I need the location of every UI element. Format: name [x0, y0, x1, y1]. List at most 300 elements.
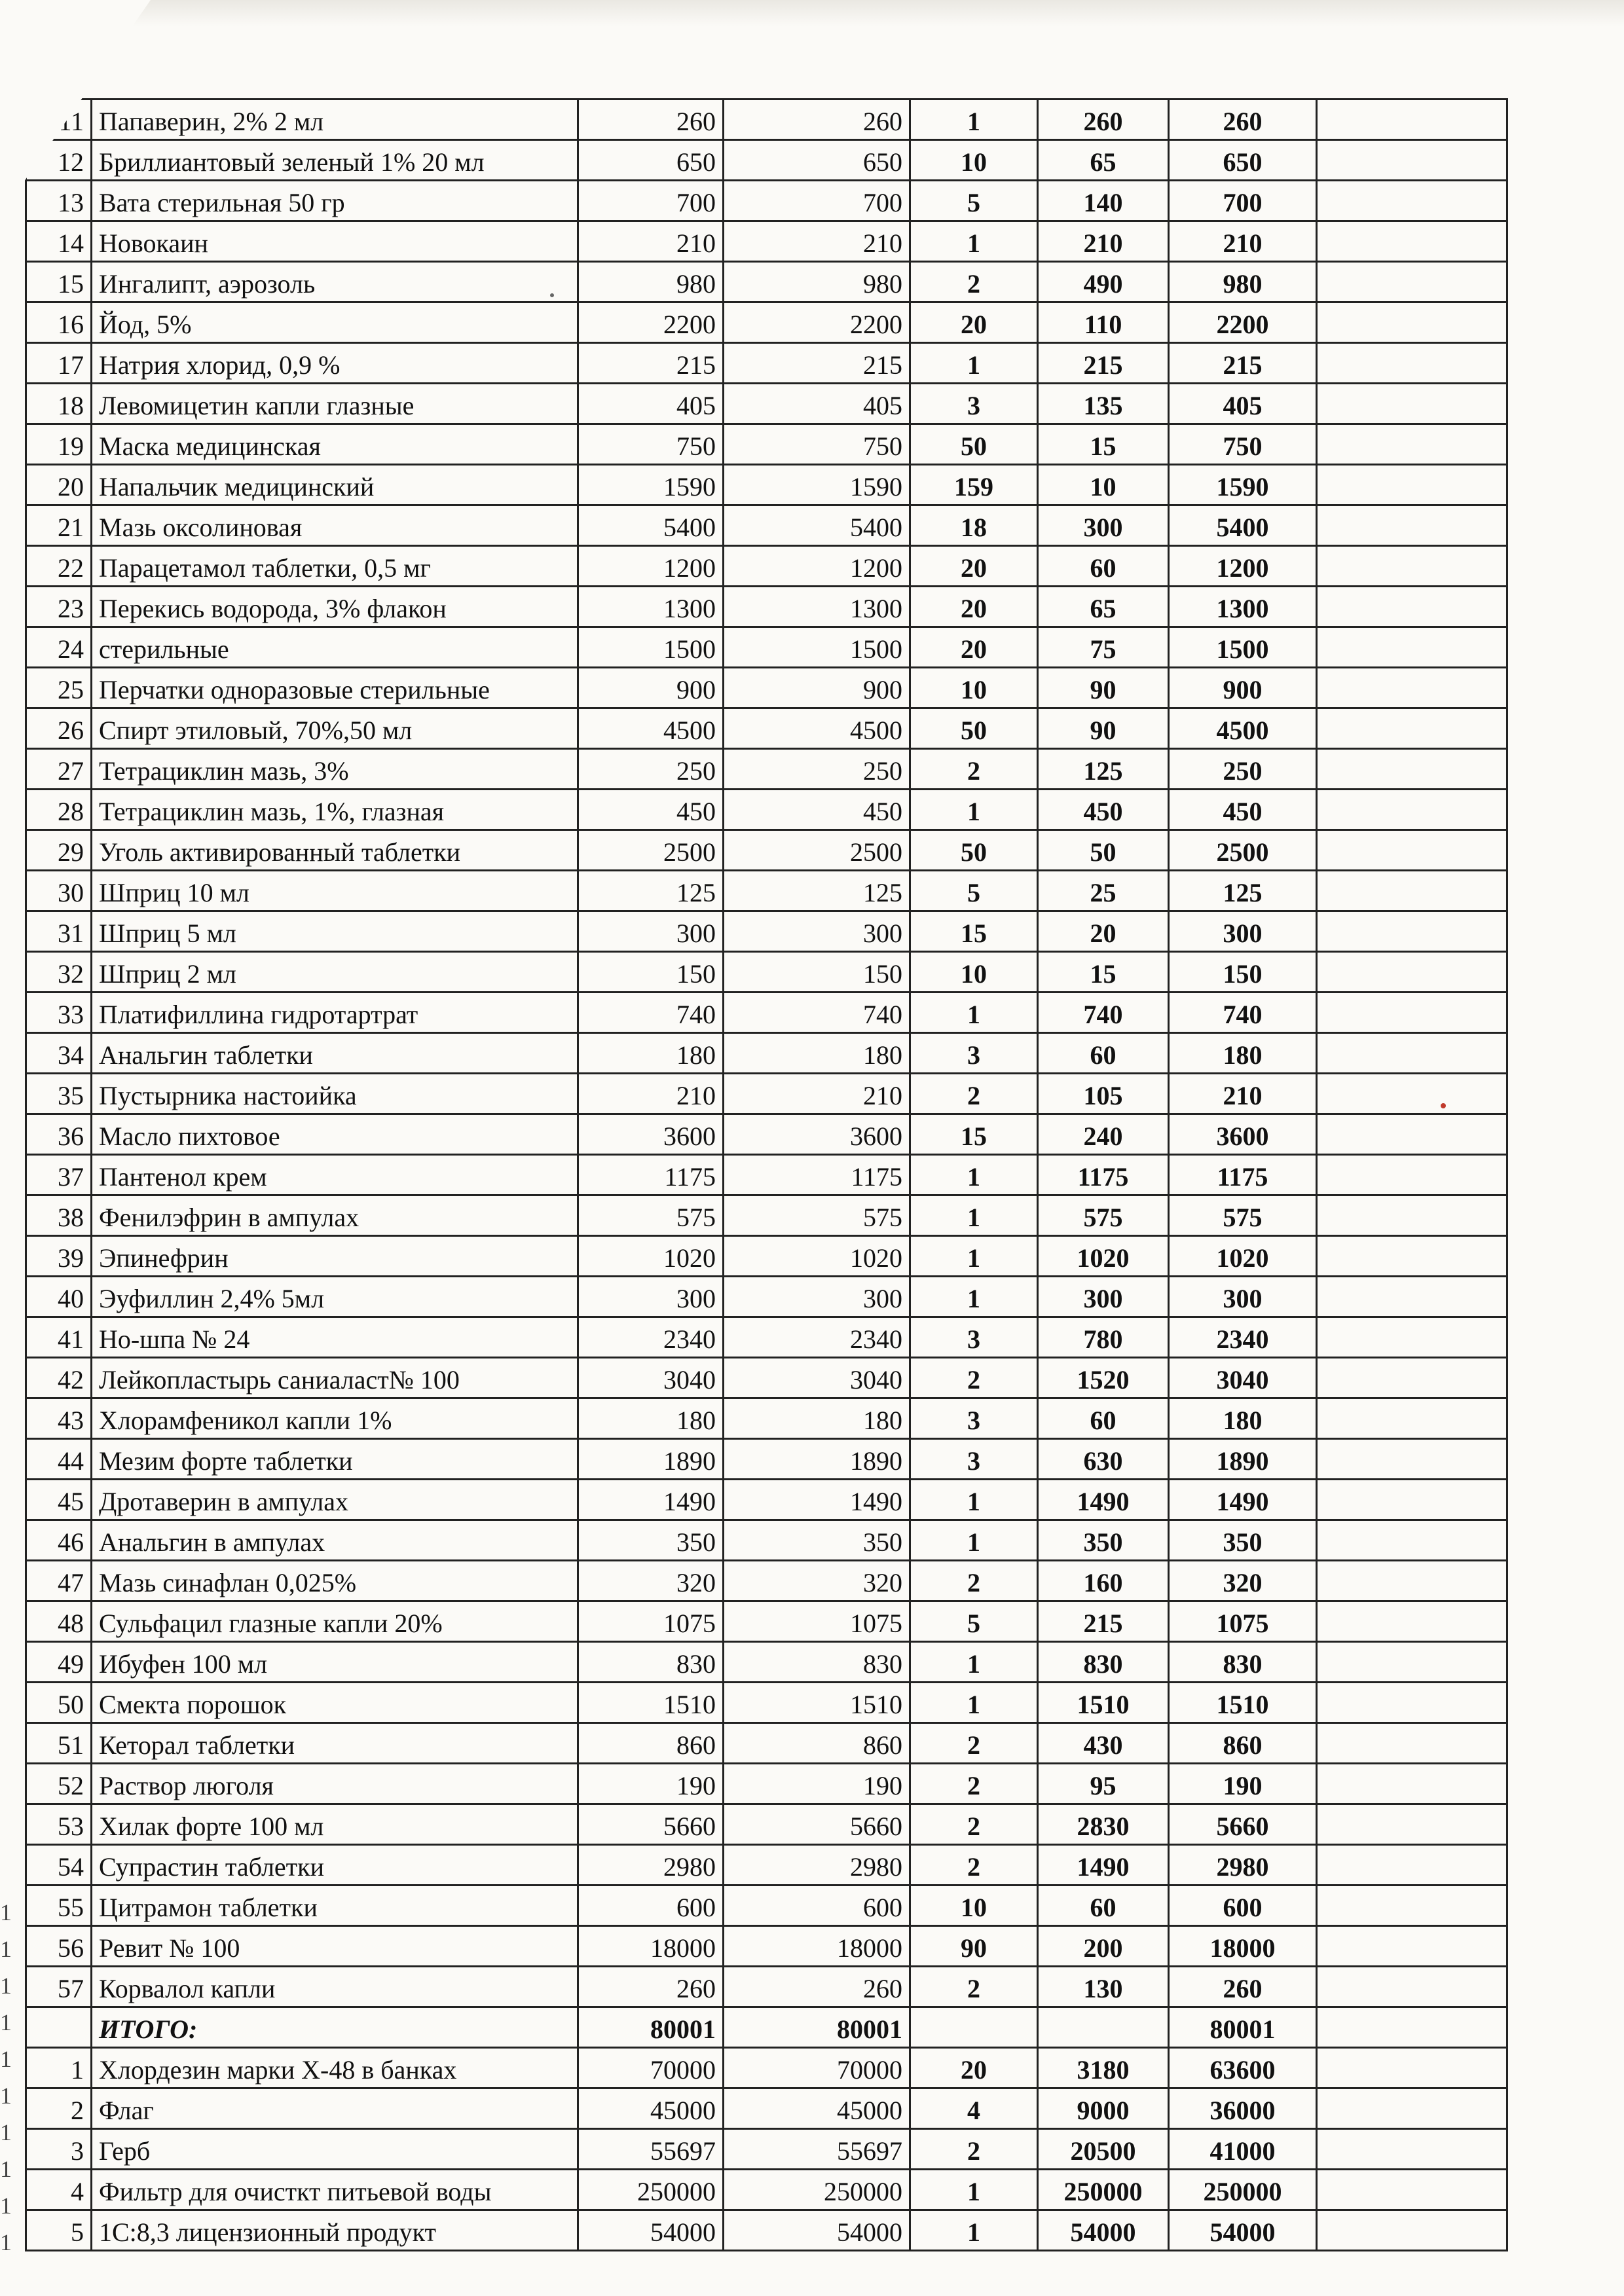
empty-cell — [1317, 343, 1507, 384]
empty-cell — [1317, 1886, 1507, 1926]
amount-cell-2: 3600 — [724, 1114, 910, 1155]
unit-price-cell: 65 — [1038, 587, 1169, 627]
quantity-cell: 50 — [910, 424, 1038, 465]
unit-price-cell: 60 — [1038, 1033, 1169, 1074]
amount-cell: 180 — [578, 1398, 724, 1439]
empty-cell — [1317, 1074, 1507, 1114]
empty-cell — [1317, 952, 1507, 993]
item-name: Новокаин — [92, 221, 578, 262]
amount-cell: 5400 — [578, 505, 724, 546]
quantity-cell: 1 — [910, 790, 1038, 830]
row-number: 46 — [26, 1520, 92, 1561]
table-row — [26, 100, 1507, 140]
empty-cell — [1317, 262, 1507, 302]
amount-cell: 900 — [578, 668, 724, 708]
quantity-cell: 10 — [910, 952, 1038, 993]
sum-cell: 3040 — [1169, 1358, 1317, 1398]
item-name: Хилак форте 100 мл — [92, 1804, 578, 1845]
table-row — [26, 1033, 1507, 1074]
sum-cell: 1890 — [1169, 1439, 1317, 1480]
unit-price-cell: 575 — [1038, 1195, 1169, 1236]
unit-price-cell: 135 — [1038, 384, 1169, 424]
amount-cell: 3040 — [578, 1358, 724, 1398]
sum-cell: 1500 — [1169, 627, 1317, 668]
table-row — [26, 1074, 1507, 1114]
quantity-cell: 4 — [910, 2088, 1038, 2129]
row-number: 51 — [26, 1723, 92, 1764]
amount-cell-2: 190 — [724, 1764, 910, 1804]
table-row — [26, 1398, 1507, 1439]
empty-cell — [1317, 1195, 1507, 1236]
table-row — [26, 181, 1507, 221]
row-number — [26, 2007, 92, 2048]
amount-cell: 125 — [578, 871, 724, 911]
row-number: 33 — [26, 993, 92, 1033]
quantity-cell: 10 — [910, 1886, 1038, 1926]
empty-cell — [1317, 1480, 1507, 1520]
sum-cell: 210 — [1169, 1074, 1317, 1114]
sum-cell: 980 — [1169, 262, 1317, 302]
item-name: Масло пихтовое — [92, 1114, 578, 1155]
amount-cell-2: 700 — [724, 181, 910, 221]
row-number: 31 — [26, 911, 92, 952]
row-number: 50 — [26, 1683, 92, 1723]
amount-cell: 320 — [578, 1561, 724, 1601]
table-row — [26, 708, 1507, 749]
amount-cell: 45000 — [578, 2088, 724, 2129]
amount-cell: 260 — [578, 100, 724, 140]
amount-cell-2: 1020 — [724, 1236, 910, 1277]
amount-cell-2: 70000 — [724, 2048, 910, 2088]
amount-cell: 260 — [578, 1967, 724, 2007]
item-name: Анальгин в ампулах — [92, 1520, 578, 1561]
sum-cell: 4500 — [1169, 708, 1317, 749]
amount-cell: 210 — [578, 1074, 724, 1114]
empty-cell — [1317, 221, 1507, 262]
amount-cell: 1020 — [578, 1236, 724, 1277]
amount-cell-2: 1500 — [724, 627, 910, 668]
unit-price-cell: 240 — [1038, 1114, 1169, 1155]
item-name: Лейкопластырь саниаласт№ 100 — [92, 1358, 578, 1398]
table-row — [26, 1886, 1507, 1926]
unit-price-cell: 1490 — [1038, 1480, 1169, 1520]
item-name: стерильные — [92, 627, 578, 668]
table-row — [26, 830, 1507, 871]
amount-cell-2: 740 — [724, 993, 910, 1033]
item-name: Шприц 2 мл — [92, 952, 578, 993]
quantity-cell: 2 — [910, 1804, 1038, 1845]
table-row — [26, 1317, 1507, 1358]
scan-top-shadow — [0, 0, 1624, 26]
sum-cell: 740 — [1169, 993, 1317, 1033]
table-row — [26, 587, 1507, 627]
total-amount: 80001 — [578, 2007, 724, 2048]
amount-cell: 1890 — [578, 1439, 724, 1480]
empty-cell — [1317, 708, 1507, 749]
empty-cell — [1317, 1114, 1507, 1155]
item-name: Спирт этиловый, 70%,50 мл — [92, 708, 578, 749]
row-number: 14 — [26, 221, 92, 262]
unit-price-cell: 250000 — [1038, 2170, 1169, 2210]
row-number: 32 — [26, 952, 92, 993]
amount-cell: 190 — [578, 1764, 724, 1804]
sum-cell: 320 — [1169, 1561, 1317, 1601]
sum-cell: 450 — [1169, 790, 1317, 830]
row-number: 34 — [26, 1033, 92, 1074]
unit-price-cell: 260 — [1038, 100, 1169, 140]
amount-cell-2: 1890 — [724, 1439, 910, 1480]
row-number: 55 — [26, 1886, 92, 1926]
row-number: 25 — [26, 668, 92, 708]
unit-price-cell: 1490 — [1038, 1845, 1169, 1886]
table-row — [26, 2210, 1507, 2251]
empty-cell — [1317, 181, 1507, 221]
row-number: 40 — [26, 1277, 92, 1317]
sum-cell: 180 — [1169, 1398, 1317, 1439]
sum-cell: 750 — [1169, 424, 1317, 465]
row-number: 42 — [26, 1358, 92, 1398]
amount-cell: 150 — [578, 952, 724, 993]
table-row — [26, 627, 1507, 668]
sum-cell: 210 — [1169, 221, 1317, 262]
amount-cell: 650 — [578, 140, 724, 181]
quantity-cell: 5 — [910, 1601, 1038, 1642]
table-row — [26, 1804, 1507, 1845]
quantity-cell: 2 — [910, 1764, 1038, 1804]
item-name: Эуфиллин 2,4% 5мл — [92, 1277, 578, 1317]
unit-price-cell: 350 — [1038, 1520, 1169, 1561]
empty-cell — [1317, 2088, 1507, 2129]
empty-cell — [1317, 627, 1507, 668]
sum-cell: 1590 — [1169, 465, 1317, 505]
quantity-cell: 3 — [910, 1439, 1038, 1480]
amount-cell-2: 300 — [724, 911, 910, 952]
unit-price-cell: 830 — [1038, 1642, 1169, 1683]
amount-cell: 1300 — [578, 587, 724, 627]
unit-price-cell: 110 — [1038, 302, 1169, 343]
total-amount-2: 80001 — [724, 2007, 910, 2048]
ink-dot — [550, 293, 554, 297]
quantity-cell: 1 — [910, 1277, 1038, 1317]
item-name: Папаверин, 2% 2 мл — [92, 100, 578, 140]
amount-cell-2: 750 — [724, 424, 910, 465]
unit-price-cell: 1520 — [1038, 1358, 1169, 1398]
item-name: Раствор люголя — [92, 1764, 578, 1804]
table-row — [26, 911, 1507, 952]
amount-cell: 1200 — [578, 546, 724, 587]
amount-cell: 55697 — [578, 2129, 724, 2170]
table-row — [26, 1277, 1507, 1317]
amount-cell: 4500 — [578, 708, 724, 749]
item-name: Перчатки одноразовые стерильные — [92, 668, 578, 708]
amount-cell-2: 5660 — [724, 1804, 910, 1845]
unit-price-cell: 125 — [1038, 749, 1169, 790]
table-row — [26, 1480, 1507, 1520]
row-number: 2 — [26, 2088, 92, 2129]
table-row — [26, 749, 1507, 790]
table-row — [26, 1764, 1507, 1804]
sum-cell: 36000 — [1169, 2088, 1317, 2129]
empty-cell — [1317, 2170, 1507, 2210]
amount-cell-2: 860 — [724, 1723, 910, 1764]
empty-cell — [1317, 100, 1507, 140]
amount-cell: 210 — [578, 221, 724, 262]
quantity-cell: 20 — [910, 587, 1038, 627]
sum-cell: 1175 — [1169, 1155, 1317, 1195]
quantity-cell — [910, 2007, 1038, 2048]
item-name: Пантенол крем — [92, 1155, 578, 1195]
unit-price-cell: 90 — [1038, 708, 1169, 749]
amount-cell-2: 650 — [724, 140, 910, 181]
item-name: Напальчик медицинский — [92, 465, 578, 505]
quantity-cell: 3 — [910, 384, 1038, 424]
unit-price-cell: 15 — [1038, 424, 1169, 465]
table-row — [26, 302, 1507, 343]
unit-price-cell: 54000 — [1038, 2210, 1169, 2251]
amount-cell-2: 900 — [724, 668, 910, 708]
amount-cell-2: 18000 — [724, 1926, 910, 1967]
empty-cell — [1317, 1926, 1507, 1967]
sum-cell: 250 — [1169, 749, 1317, 790]
item-name: Кеторал таблетки — [92, 1723, 578, 1764]
unit-price-cell: 10 — [1038, 465, 1169, 505]
amount-cell: 700 — [578, 181, 724, 221]
amount-cell: 250 — [578, 749, 724, 790]
sum-cell: 2980 — [1169, 1845, 1317, 1886]
row-number: 17 — [26, 343, 92, 384]
edge-mark: 1 — [0, 2119, 12, 2145]
table-row — [26, 790, 1507, 830]
edge-mark: 1 — [0, 2046, 12, 2072]
unit-price-cell: 2830 — [1038, 1804, 1169, 1845]
unit-price-cell: 1020 — [1038, 1236, 1169, 1277]
item-name: Фильтр для очисткт питьевой воды — [92, 2170, 578, 2210]
sum-cell: 1020 — [1169, 1236, 1317, 1277]
amount-cell-2: 5400 — [724, 505, 910, 546]
item-name: Уголь активированный таблетки — [92, 830, 578, 871]
row-number: 35 — [26, 1074, 92, 1114]
row-number: 22 — [26, 546, 92, 587]
amount-cell-2: 1590 — [724, 465, 910, 505]
unit-price-cell: 60 — [1038, 546, 1169, 587]
table-row — [26, 1520, 1507, 1561]
edge-mark: 1 — [0, 1936, 12, 1962]
amount-cell-2: 350 — [724, 1520, 910, 1561]
item-name: Вата стерильная 50 гр — [92, 181, 578, 221]
amount-cell-2: 405 — [724, 384, 910, 424]
amount-cell-2: 250 — [724, 749, 910, 790]
item-name: Левомицетин капли глазные — [92, 384, 578, 424]
empty-cell — [1317, 1845, 1507, 1886]
empty-cell — [1317, 1601, 1507, 1642]
quantity-cell: 159 — [910, 465, 1038, 505]
sum-cell: 54000 — [1169, 2210, 1317, 2251]
sum-cell: 700 — [1169, 181, 1317, 221]
table-row — [26, 1439, 1507, 1480]
sum-cell: 260 — [1169, 100, 1317, 140]
sum-cell: 63600 — [1169, 2048, 1317, 2088]
total-label: ИТОГО: — [92, 2007, 578, 2048]
item-name: Парацетамол таблетки, 0,5 мг — [92, 546, 578, 587]
amount-cell: 1500 — [578, 627, 724, 668]
table-row — [26, 1967, 1507, 2007]
unit-price-cell: 60 — [1038, 1886, 1169, 1926]
empty-cell — [1317, 384, 1507, 424]
item-name: Дротаверин в ампулах — [92, 1480, 578, 1520]
amount-cell: 1590 — [578, 465, 724, 505]
table-row — [26, 424, 1507, 465]
item-name: Ревит № 100 — [92, 1926, 578, 1967]
item-name: Йод, 5% — [92, 302, 578, 343]
red-dot — [1441, 1103, 1446, 1108]
quantity-cell: 15 — [910, 1114, 1038, 1155]
unit-price-cell: 300 — [1038, 505, 1169, 546]
empty-cell — [1317, 1723, 1507, 1764]
row-number: 23 — [26, 587, 92, 627]
row-number: 30 — [26, 871, 92, 911]
row-number: 52 — [26, 1764, 92, 1804]
empty-cell — [1317, 587, 1507, 627]
amount-cell-2: 3040 — [724, 1358, 910, 1398]
amount-cell-2: 2980 — [724, 1845, 910, 1886]
quantity-cell: 20 — [910, 627, 1038, 668]
row-number: 56 — [26, 1926, 92, 1967]
empty-cell — [1317, 1358, 1507, 1398]
sum-cell: 575 — [1169, 1195, 1317, 1236]
amount-cell: 300 — [578, 1277, 724, 1317]
amount-cell: 1510 — [578, 1683, 724, 1723]
unit-price-cell: 780 — [1038, 1317, 1169, 1358]
quantity-cell: 1 — [910, 993, 1038, 1033]
empty-cell — [1317, 911, 1507, 952]
unit-price-cell: 1175 — [1038, 1155, 1169, 1195]
row-number: 29 — [26, 830, 92, 871]
amount-cell-2: 1175 — [724, 1155, 910, 1195]
item-name: Хлорамфеникол капли 1% — [92, 1398, 578, 1439]
amount-cell: 860 — [578, 1723, 724, 1764]
empty-cell — [1317, 1439, 1507, 1480]
unit-price-cell: 450 — [1038, 790, 1169, 830]
empty-cell — [1317, 1642, 1507, 1683]
amount-cell-2: 980 — [724, 262, 910, 302]
empty-cell — [1317, 1398, 1507, 1439]
sum-cell: 125 — [1169, 871, 1317, 911]
sum-cell: 5400 — [1169, 505, 1317, 546]
unit-price-cell: 95 — [1038, 1764, 1169, 1804]
empty-cell — [1317, 2210, 1507, 2251]
table-row — [26, 140, 1507, 181]
quantity-cell: 20 — [910, 546, 1038, 587]
table-row — [26, 871, 1507, 911]
unit-price-cell: 20500 — [1038, 2129, 1169, 2170]
row-number: 1 — [26, 2048, 92, 2088]
amount-cell-2: 1075 — [724, 1601, 910, 1642]
amount-cell: 980 — [578, 262, 724, 302]
unit-price-cell: 630 — [1038, 1439, 1169, 1480]
amount-cell: 450 — [578, 790, 724, 830]
table-row — [26, 2048, 1507, 2088]
edge-mark: 1 — [0, 1899, 12, 1925]
amount-cell: 405 — [578, 384, 724, 424]
table-row — [26, 343, 1507, 384]
quantity-cell: 5 — [910, 871, 1038, 911]
sum-cell: 2340 — [1169, 1317, 1317, 1358]
amount-cell-2: 1490 — [724, 1480, 910, 1520]
quantity-cell: 20 — [910, 2048, 1038, 2088]
empty-cell — [1317, 1764, 1507, 1804]
table-row — [26, 1155, 1507, 1195]
item-name: Супрастин таблетки — [92, 1845, 578, 1886]
quantity-cell: 1 — [910, 2210, 1038, 2251]
item-name: Смекта порошок — [92, 1683, 578, 1723]
inventory-table — [25, 98, 1508, 2251]
row-number: 53 — [26, 1804, 92, 1845]
unit-price-cell: 200 — [1038, 1926, 1169, 1967]
amount-cell-2: 450 — [724, 790, 910, 830]
table-row — [26, 1114, 1507, 1155]
amount-cell-2: 215 — [724, 343, 910, 384]
empty-cell — [1317, 1683, 1507, 1723]
row-number: 20 — [26, 465, 92, 505]
row-number: 38 — [26, 1195, 92, 1236]
quantity-cell: 2 — [910, 1074, 1038, 1114]
item-name: Маска медицинская — [92, 424, 578, 465]
amount-cell: 575 — [578, 1195, 724, 1236]
item-name: Флаг — [92, 2088, 578, 2129]
unit-price-cell: 60 — [1038, 1398, 1169, 1439]
empty-cell — [1317, 871, 1507, 911]
table-row — [26, 1723, 1507, 1764]
table-row — [26, 1642, 1507, 1683]
empty-cell — [1317, 505, 1507, 546]
item-name: Шприц 5 мл — [92, 911, 578, 952]
unit-price-cell: 740 — [1038, 993, 1169, 1033]
quantity-cell: 2 — [910, 2129, 1038, 2170]
amount-cell: 300 — [578, 911, 724, 952]
row-number: 24 — [26, 627, 92, 668]
quantity-cell: 1 — [910, 100, 1038, 140]
unit-price-cell: 215 — [1038, 343, 1169, 384]
amount-cell-2: 830 — [724, 1642, 910, 1683]
sum-cell: 1510 — [1169, 1683, 1317, 1723]
empty-cell — [1317, 140, 1507, 181]
amount-cell-2: 180 — [724, 1398, 910, 1439]
quantity-cell: 10 — [910, 140, 1038, 181]
table-body — [26, 100, 1507, 2251]
amount-cell: 830 — [578, 1642, 724, 1683]
quantity-cell: 1 — [910, 343, 1038, 384]
table-row — [26, 1683, 1507, 1723]
row-number: 37 — [26, 1155, 92, 1195]
table-row — [26, 993, 1507, 1033]
item-name: Цитрамон таблетки — [92, 1886, 578, 1926]
amount-cell: 5660 — [578, 1804, 724, 1845]
amount-cell: 350 — [578, 1520, 724, 1561]
sum-cell: 900 — [1169, 668, 1317, 708]
unit-price-cell: 430 — [1038, 1723, 1169, 1764]
amount-cell-2: 125 — [724, 871, 910, 911]
unit-price-cell — [1038, 2007, 1169, 2048]
table-row — [26, 546, 1507, 587]
sum-cell: 5660 — [1169, 1804, 1317, 1845]
sum-cell: 150 — [1169, 952, 1317, 993]
empty-cell — [1317, 1033, 1507, 1074]
quantity-cell: 2 — [910, 1358, 1038, 1398]
sum-cell: 260 — [1169, 1967, 1317, 2007]
empty-cell — [1317, 749, 1507, 790]
amount-cell-2: 250000 — [724, 2170, 910, 2210]
sum-cell: 860 — [1169, 1723, 1317, 1764]
